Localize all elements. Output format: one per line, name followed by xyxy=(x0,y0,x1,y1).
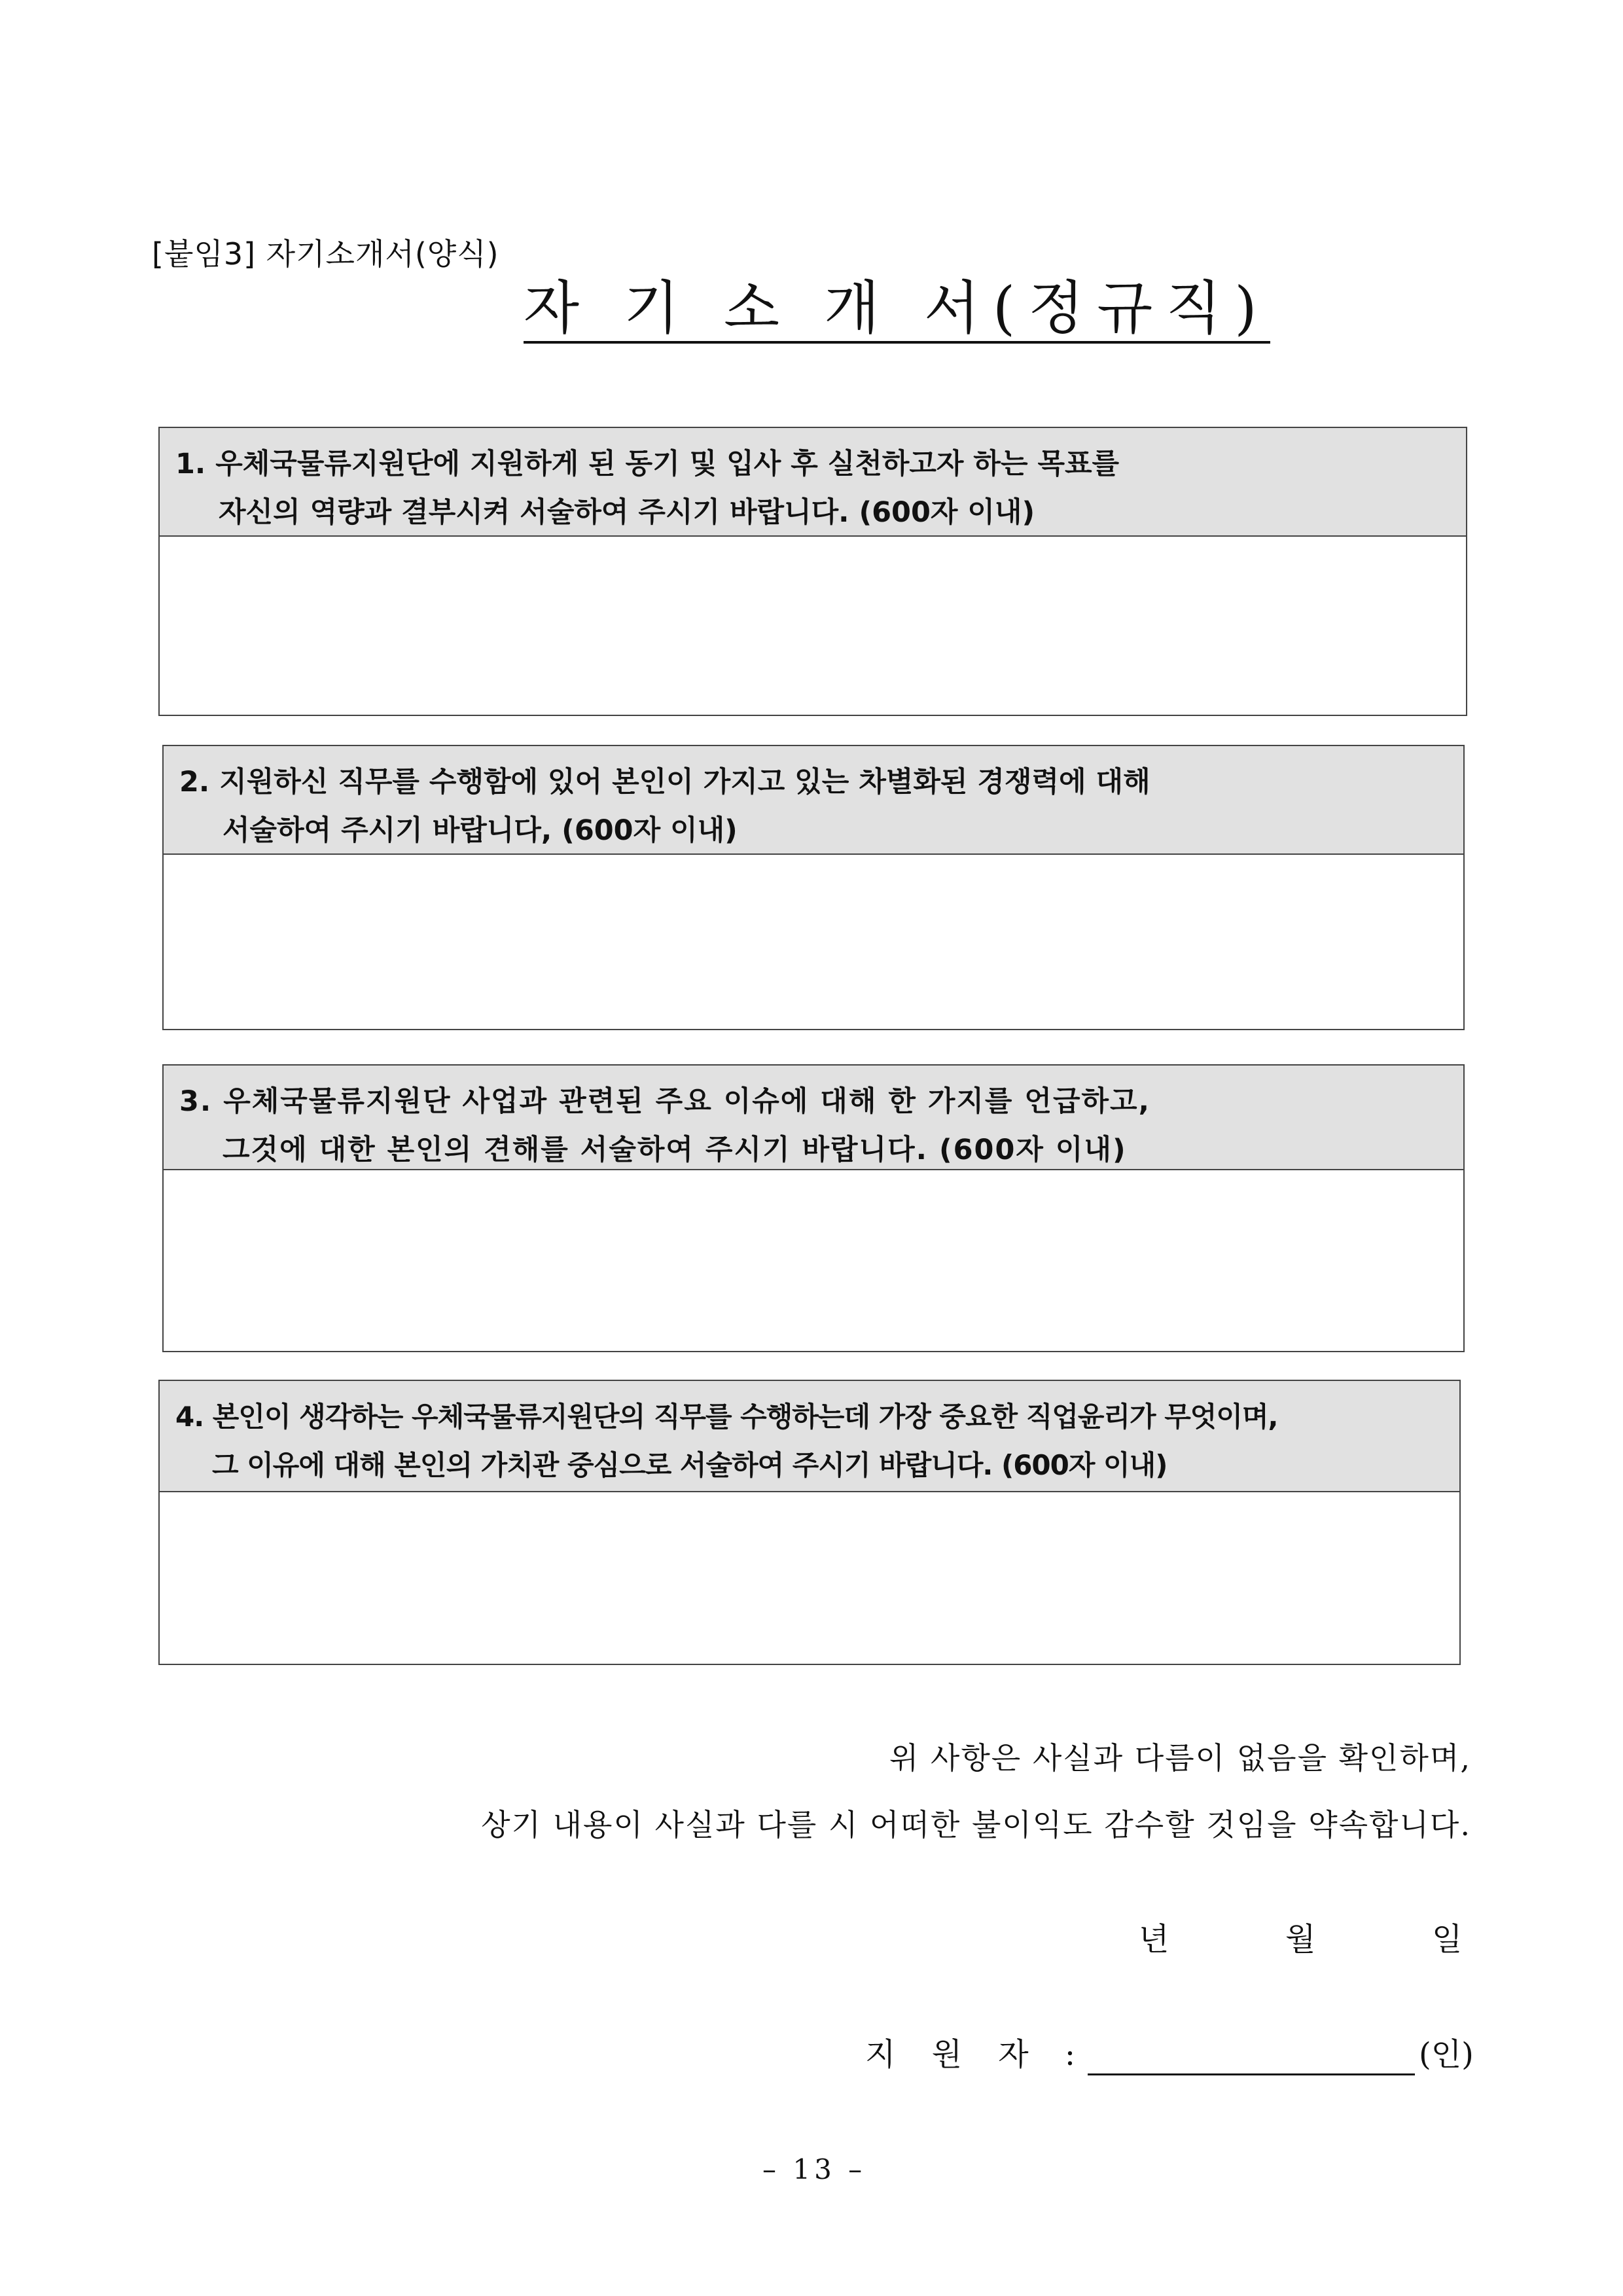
question-box-4 xyxy=(158,1380,1461,1665)
page-number: – 13 – xyxy=(762,2153,866,2185)
question-1-line2: 자신의 역량과 결부시켜 서술하여 주시기 바랍니다. (600자 이내) xyxy=(219,496,1035,529)
answer-area-1[interactable] xyxy=(160,537,1466,715)
question-1-line1: 1. 우체국물류지원단에 지원하게 된 동기 및 입사 후 실천하고자 하는 목표를 xyxy=(175,448,1120,480)
question-4-line2: 그 이유에 대해 본인의 가치관 중심으로 서술하여 주시기 바랍니다. (600자 이내) xyxy=(212,1449,1168,1481)
question-header-2 xyxy=(164,746,1463,855)
question-header-1 xyxy=(160,428,1466,537)
signature-line[interactable] xyxy=(1088,2073,1415,2075)
question-header-3 xyxy=(164,1066,1463,1170)
question-header-4 xyxy=(160,1381,1459,1492)
question-2-line1: 2. 지원하신 직무를 수행함에 있어 본인이 가지고 있는 차별화된 경쟁력에 대해 xyxy=(179,766,1150,798)
question-4-line1: 4. 본인이 생각하는 우체국물류지원단의 직무를 수행하는데 가장 중요한 직업윤리가 무엇이며, xyxy=(175,1401,1278,1433)
question-box-2 xyxy=(162,745,1465,1030)
month-label: 월 xyxy=(1285,1921,1316,1958)
answer-area-4[interactable] xyxy=(160,1492,1459,1664)
answer-area-3[interactable] xyxy=(164,1170,1463,1351)
question-3-line2: 그것에 대한 본인의 견해를 서술하여 주시기 바랍니다. (600자 이내) xyxy=(223,1134,1127,1166)
document-title: 자 기 소 개 서(정규직) xyxy=(524,275,1270,344)
answer-area-2[interactable] xyxy=(164,855,1463,1029)
declaration-line2: 상기 내용이 사실과 다를 시 어떠한 불이익도 감수할 것임을 약속합니다. xyxy=(481,1807,1471,1842)
day-label: 일 xyxy=(1432,1921,1463,1958)
declaration-line1: 위 사항은 사실과 다름이 없음을 확인하며, xyxy=(889,1740,1471,1776)
applicant-label: 지 원 자 : xyxy=(865,2036,1089,2073)
attachment-label: [붙임3] 자기소개서(양식) xyxy=(152,236,499,272)
question-box-3 xyxy=(162,1064,1465,1352)
question-3-line1: 3. 우체국물류지원단 사업과 관련된 주요 이슈에 대해 한 가지를 언급하고, xyxy=(179,1085,1150,1118)
year-label: 년 xyxy=(1139,1921,1169,1958)
question-box-1 xyxy=(158,427,1467,716)
seal-label: (인) xyxy=(1419,2036,1474,2073)
question-2-line2: 서술하여 주시기 바랍니다, (600자 이내) xyxy=(223,814,738,847)
